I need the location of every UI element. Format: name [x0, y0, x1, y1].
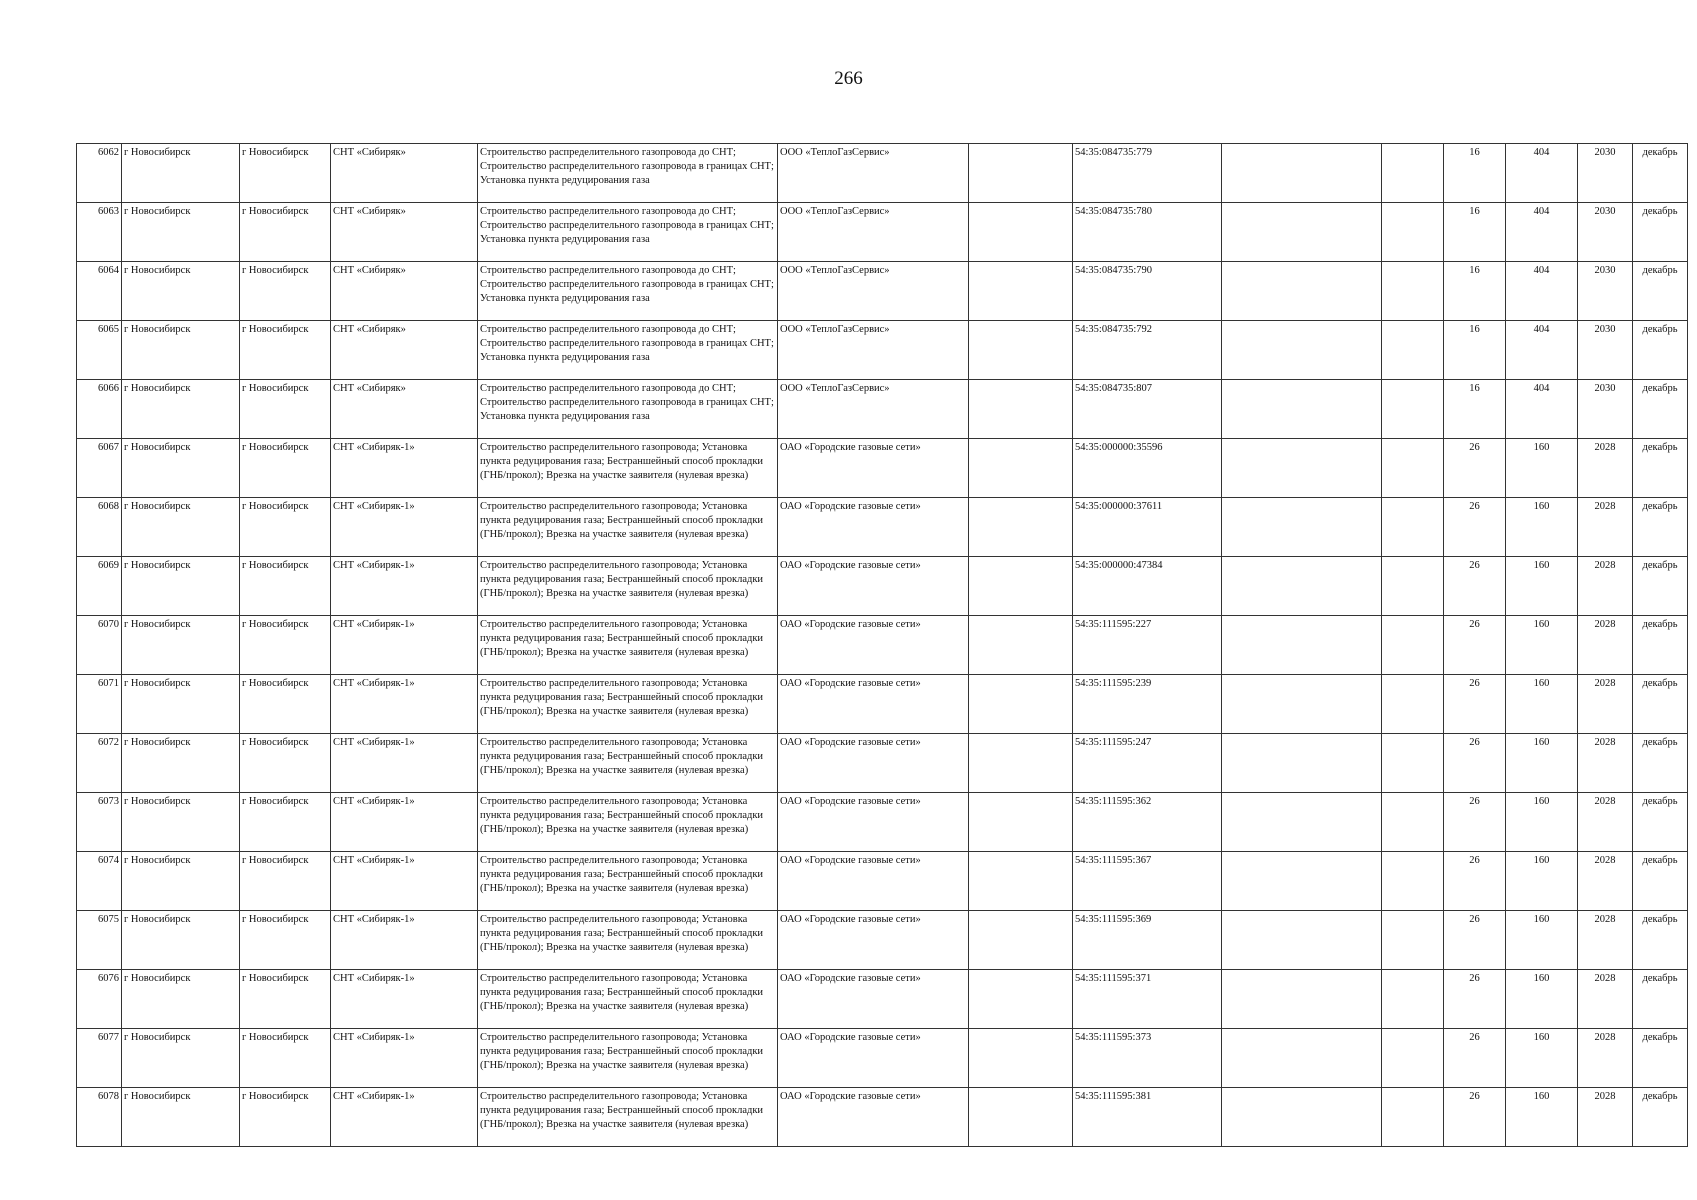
- row-number-cell: 6078: [77, 1088, 122, 1147]
- row-number-cell: 6077: [77, 1029, 122, 1088]
- page-number: 266: [834, 68, 863, 89]
- year-value-cell: 2028: [1578, 498, 1633, 557]
- month-value-cell: декабрь: [1633, 911, 1688, 970]
- empty-col-cell: [969, 675, 1073, 734]
- row-number-cell: 6070: [77, 616, 122, 675]
- work-description-cell: Строительство распределительного газопровода; Установка пункта редуцирования газа; Бестраншейный способ прокладки (ГНБ/прокол); Врезка на участке заявителя (нулевая врезка): [478, 557, 778, 616]
- table-row: [77, 793, 1688, 852]
- work-description-cell: Строительство распределительного газопровода; Установка пункта редуцирования газа; Бестраншейный способ прокладки (ГНБ/прокол); Врезка на участке заявителя (нулевая врезка): [478, 675, 778, 734]
- cadastral-number-cell: 54:35:111595:373: [1073, 1029, 1222, 1088]
- diameter-value-cell: 160: [1506, 734, 1578, 793]
- municipality-cell: г Новосибирск: [122, 321, 240, 380]
- diameter-value-cell: 160: [1506, 616, 1578, 675]
- empty-col-cell: [1222, 321, 1382, 380]
- empty-col-cell: [1382, 262, 1444, 321]
- settlement-cell: г Новосибирск: [240, 911, 331, 970]
- work-description-cell: Строительство распределительного газопровода; Установка пункта редуцирования газа; Бестраншейный способ прокладки (ГНБ/прокол); Врезка на участке заявителя (нулевая врезка): [478, 616, 778, 675]
- settlement-cell: г Новосибирск: [240, 1088, 331, 1147]
- month-value-cell: декабрь: [1633, 144, 1688, 203]
- table-row: [77, 911, 1688, 970]
- empty-col-cell: [1382, 557, 1444, 616]
- empty-col-cell: [1222, 262, 1382, 321]
- row-number-cell: 6069: [77, 557, 122, 616]
- snt-name-cell: СНТ «Сибиряк-1»: [331, 734, 478, 793]
- month-value-cell: декабрь: [1633, 498, 1688, 557]
- pressure-value-cell: 16: [1444, 321, 1506, 380]
- empty-col-cell: [1222, 1029, 1382, 1088]
- snt-name-cell: СНТ «Сибиряк-1»: [331, 911, 478, 970]
- municipality-cell: г Новосибирск: [122, 793, 240, 852]
- empty-col-cell: [969, 380, 1073, 439]
- work-description-cell: Строительство распределительного газопровода; Установка пункта редуцирования газа; Бестраншейный способ прокладки (ГНБ/прокол); Врезка на участке заявителя (нулевая врезка): [478, 793, 778, 852]
- work-description-cell: Строительство распределительного газопровода до СНТ; Строительство распределительного газопровода в границах СНТ; Установка пункта редуцирования газа: [478, 144, 778, 203]
- settlement-cell: г Новосибирск: [240, 1029, 331, 1088]
- empty-col-cell: [1222, 852, 1382, 911]
- empty-col-cell: [1382, 734, 1444, 793]
- pressure-value-cell: 16: [1444, 203, 1506, 262]
- settlement-cell: г Новосибирск: [240, 557, 331, 616]
- diameter-value-cell: 160: [1506, 970, 1578, 1029]
- pressure-value-cell: 26: [1444, 852, 1506, 911]
- row-number-cell: 6073: [77, 793, 122, 852]
- snt-name-cell: СНТ «Сибиряк-1»: [331, 498, 478, 557]
- year-value-cell: 2030: [1578, 262, 1633, 321]
- diameter-value-cell: 160: [1506, 793, 1578, 852]
- empty-col-cell: [1382, 1088, 1444, 1147]
- empty-col-cell: [969, 793, 1073, 852]
- municipality-cell: г Новосибирск: [122, 262, 240, 321]
- month-value-cell: декабрь: [1633, 1029, 1688, 1088]
- month-value-cell: декабрь: [1633, 675, 1688, 734]
- work-description-cell: Строительство распределительного газопровода; Установка пункта редуцирования газа; Бестраншейный способ прокладки (ГНБ/прокол); Врезка на участке заявителя (нулевая врезка): [478, 439, 778, 498]
- settlement-cell: г Новосибирск: [240, 675, 331, 734]
- row-number-cell: 6063: [77, 203, 122, 262]
- empty-col-cell: [969, 1088, 1073, 1147]
- row-number-cell: 6066: [77, 380, 122, 439]
- year-value-cell: 2028: [1578, 1088, 1633, 1147]
- gas-organization-cell: ООО «ТеплоГазСервис»: [778, 144, 969, 203]
- empty-col-cell: [1222, 1088, 1382, 1147]
- snt-name-cell: СНТ «Сибиряк-1»: [331, 1029, 478, 1088]
- diameter-value-cell: 160: [1506, 911, 1578, 970]
- empty-col-cell: [1382, 439, 1444, 498]
- cadastral-number-cell: 54:35:084735:807: [1073, 380, 1222, 439]
- month-value-cell: декабрь: [1633, 793, 1688, 852]
- empty-col-cell: [969, 970, 1073, 1029]
- row-number-cell: 6071: [77, 675, 122, 734]
- work-description-cell: Строительство распределительного газопровода; Установка пункта редуцирования газа; Бестраншейный способ прокладки (ГНБ/прокол); Врезка на участке заявителя (нулевая врезка): [478, 734, 778, 793]
- row-number-cell: 6064: [77, 262, 122, 321]
- table-row: [77, 321, 1688, 380]
- municipality-cell: г Новосибирск: [122, 144, 240, 203]
- empty-col-cell: [1222, 498, 1382, 557]
- pressure-value-cell: 26: [1444, 675, 1506, 734]
- snt-name-cell: СНТ «Сибиряк»: [331, 144, 478, 203]
- snt-name-cell: СНТ «Сибиряк»: [331, 203, 478, 262]
- gas-organization-cell: ОАО «Городские газовые сети»: [778, 557, 969, 616]
- snt-name-cell: СНТ «Сибиряк»: [331, 380, 478, 439]
- table-row: [77, 380, 1688, 439]
- cadastral-number-cell: 54:35:084735:792: [1073, 321, 1222, 380]
- empty-col-cell: [1382, 911, 1444, 970]
- cadastral-number-cell: 54:35:111595:371: [1073, 970, 1222, 1029]
- municipality-cell: г Новосибирск: [122, 675, 240, 734]
- empty-col-cell: [1382, 203, 1444, 262]
- settlement-cell: г Новосибирск: [240, 734, 331, 793]
- diameter-value-cell: 160: [1506, 498, 1578, 557]
- municipality-cell: г Новосибирск: [122, 1088, 240, 1147]
- diameter-value-cell: 160: [1506, 1088, 1578, 1147]
- gas-organization-cell: ООО «ТеплоГазСервис»: [778, 321, 969, 380]
- month-value-cell: декабрь: [1633, 734, 1688, 793]
- cadastral-number-cell: 54:35:111595:247: [1073, 734, 1222, 793]
- gas-organization-cell: ОАО «Городские газовые сети»: [778, 793, 969, 852]
- municipality-cell: г Новосибирск: [122, 616, 240, 675]
- row-number-cell: 6068: [77, 498, 122, 557]
- municipality-cell: г Новосибирск: [122, 203, 240, 262]
- municipality-cell: г Новосибирск: [122, 852, 240, 911]
- gas-organization-cell: ООО «ТеплоГазСервис»: [778, 262, 969, 321]
- snt-name-cell: СНТ «Сибиряк»: [331, 321, 478, 380]
- work-description-cell: Строительство распределительного газопровода до СНТ; Строительство распределительного газопровода в границах СНТ; Установка пункта редуцирования газа: [478, 321, 778, 380]
- pressure-value-cell: 26: [1444, 793, 1506, 852]
- gas-organization-cell: ОАО «Городские газовые сети»: [778, 498, 969, 557]
- table-row: [77, 262, 1688, 321]
- municipality-cell: г Новосибирск: [122, 1029, 240, 1088]
- settlement-cell: г Новосибирск: [240, 380, 331, 439]
- empty-col-cell: [1382, 970, 1444, 1029]
- settlement-cell: г Новосибирск: [240, 793, 331, 852]
- year-value-cell: 2028: [1578, 911, 1633, 970]
- municipality-cell: г Новосибирск: [122, 498, 240, 557]
- settlement-cell: г Новосибирск: [240, 970, 331, 1029]
- row-number-cell: 6076: [77, 970, 122, 1029]
- empty-col-cell: [1222, 616, 1382, 675]
- settlement-cell: г Новосибирск: [240, 262, 331, 321]
- pressure-value-cell: 26: [1444, 557, 1506, 616]
- diameter-value-cell: 160: [1506, 675, 1578, 734]
- month-value-cell: декабрь: [1633, 439, 1688, 498]
- work-description-cell: Строительство распределительного газопровода; Установка пункта редуцирования газа; Бестраншейный способ прокладки (ГНБ/прокол); Врезка на участке заявителя (нулевая врезка): [478, 970, 778, 1029]
- cadastral-number-cell: 54:35:084735:780: [1073, 203, 1222, 262]
- cadastral-number-cell: 54:35:111595:362: [1073, 793, 1222, 852]
- year-value-cell: 2028: [1578, 793, 1633, 852]
- table-row: [77, 616, 1688, 675]
- snt-name-cell: СНТ «Сибиряк-1»: [331, 970, 478, 1029]
- table-row: [77, 852, 1688, 911]
- snt-name-cell: СНТ «Сибиряк»: [331, 262, 478, 321]
- year-value-cell: 2028: [1578, 557, 1633, 616]
- cadastral-number-cell: 54:35:111595:367: [1073, 852, 1222, 911]
- settlement-cell: г Новосибирск: [240, 144, 331, 203]
- gas-organization-cell: ОАО «Городские газовые сети»: [778, 439, 969, 498]
- empty-col-cell: [1382, 498, 1444, 557]
- pressure-value-cell: 26: [1444, 498, 1506, 557]
- empty-col-cell: [1382, 380, 1444, 439]
- month-value-cell: декабрь: [1633, 1088, 1688, 1147]
- empty-col-cell: [969, 557, 1073, 616]
- work-description-cell: Строительство распределительного газопровода до СНТ; Строительство распределительного газопровода в границах СНТ; Установка пункта редуцирования газа: [478, 203, 778, 262]
- row-number-cell: 6074: [77, 852, 122, 911]
- year-value-cell: 2030: [1578, 144, 1633, 203]
- empty-col-cell: [969, 1029, 1073, 1088]
- municipality-cell: г Новосибирск: [122, 970, 240, 1029]
- work-description-cell: Строительство распределительного газопровода до СНТ; Строительство распределительного газопровода в границах СНТ; Установка пункта редуцирования газа: [478, 262, 778, 321]
- snt-name-cell: СНТ «Сибиряк-1»: [331, 793, 478, 852]
- settlement-cell: г Новосибирск: [240, 852, 331, 911]
- empty-col-cell: [969, 203, 1073, 262]
- snt-name-cell: СНТ «Сибиряк-1»: [331, 852, 478, 911]
- diameter-value-cell: 404: [1506, 321, 1578, 380]
- year-value-cell: 2028: [1578, 1029, 1633, 1088]
- pressure-value-cell: 26: [1444, 734, 1506, 793]
- empty-col-cell: [969, 262, 1073, 321]
- pressure-value-cell: 26: [1444, 439, 1506, 498]
- table-row: [77, 970, 1688, 1029]
- gas-organization-cell: ООО «ТеплоГазСервис»: [778, 380, 969, 439]
- pressure-value-cell: 26: [1444, 970, 1506, 1029]
- empty-col-cell: [1382, 1029, 1444, 1088]
- snt-name-cell: СНТ «Сибиряк-1»: [331, 439, 478, 498]
- municipality-cell: г Новосибирск: [122, 439, 240, 498]
- empty-col-cell: [1382, 144, 1444, 203]
- empty-col-cell: [1382, 675, 1444, 734]
- gas-organization-cell: ОАО «Городские газовые сети»: [778, 852, 969, 911]
- municipality-cell: г Новосибирск: [122, 911, 240, 970]
- table-row: [77, 203, 1688, 262]
- empty-col-cell: [1382, 852, 1444, 911]
- table-row: [77, 557, 1688, 616]
- empty-col-cell: [969, 616, 1073, 675]
- diameter-value-cell: 404: [1506, 144, 1578, 203]
- work-description-cell: Строительство распределительного газопровода; Установка пункта редуцирования газа; Бестраншейный способ прокладки (ГНБ/прокол); Врезка на участке заявителя (нулевая врезка): [478, 852, 778, 911]
- table-row: [77, 734, 1688, 793]
- cadastral-number-cell: 54:35:084735:779: [1073, 144, 1222, 203]
- cadastral-number-cell: 54:35:000000:37611: [1073, 498, 1222, 557]
- cadastral-number-cell: 54:35:084735:790: [1073, 262, 1222, 321]
- gas-organization-cell: ОАО «Городские газовые сети»: [778, 911, 969, 970]
- work-description-cell: Строительство распределительного газопровода; Установка пункта редуцирования газа; Бестраншейный способ прокладки (ГНБ/прокол); Врезка на участке заявителя (нулевая врезка): [478, 1088, 778, 1147]
- diameter-value-cell: 404: [1506, 203, 1578, 262]
- diameter-value-cell: 404: [1506, 380, 1578, 439]
- empty-col-cell: [969, 852, 1073, 911]
- month-value-cell: декабрь: [1633, 852, 1688, 911]
- work-description-cell: Строительство распределительного газопровода до СНТ; Строительство распределительного газопровода в границах СНТ; Установка пункта редуцирования газа: [478, 380, 778, 439]
- table-row: [77, 498, 1688, 557]
- pressure-value-cell: 16: [1444, 262, 1506, 321]
- table-row: [77, 144, 1688, 203]
- empty-col-cell: [1222, 380, 1382, 439]
- month-value-cell: декабрь: [1633, 616, 1688, 675]
- empty-col-cell: [969, 498, 1073, 557]
- empty-col-cell: [1382, 616, 1444, 675]
- settlement-cell: г Новосибирск: [240, 498, 331, 557]
- empty-col-cell: [1382, 321, 1444, 380]
- diameter-value-cell: 160: [1506, 1029, 1578, 1088]
- empty-col-cell: [969, 911, 1073, 970]
- row-number-cell: 6067: [77, 439, 122, 498]
- cadastral-number-cell: 54:35:111595:369: [1073, 911, 1222, 970]
- snt-name-cell: СНТ «Сибиряк-1»: [331, 675, 478, 734]
- empty-col-cell: [969, 321, 1073, 380]
- year-value-cell: 2030: [1578, 321, 1633, 380]
- work-description-cell: Строительство распределительного газопровода; Установка пункта редуцирования газа; Бестраншейный способ прокладки (ГНБ/прокол); Врезка на участке заявителя (нулевая врезка): [478, 498, 778, 557]
- month-value-cell: декабрь: [1633, 203, 1688, 262]
- empty-col-cell: [1222, 439, 1382, 498]
- year-value-cell: 2028: [1578, 852, 1633, 911]
- row-number-cell: 6065: [77, 321, 122, 380]
- gas-organization-cell: ОАО «Городские газовые сети»: [778, 1088, 969, 1147]
- month-value-cell: декабрь: [1633, 262, 1688, 321]
- empty-col-cell: [1222, 144, 1382, 203]
- empty-col-cell: [1222, 203, 1382, 262]
- diameter-value-cell: 160: [1506, 852, 1578, 911]
- gas-organization-cell: ОАО «Городские газовые сети»: [778, 970, 969, 1029]
- cadastral-number-cell: 54:35:111595:227: [1073, 616, 1222, 675]
- year-value-cell: 2030: [1578, 203, 1633, 262]
- snt-name-cell: СНТ «Сибиряк-1»: [331, 557, 478, 616]
- pressure-value-cell: 16: [1444, 380, 1506, 439]
- gas-organization-cell: ОАО «Городские газовые сети»: [778, 1029, 969, 1088]
- settlement-cell: г Новосибирск: [240, 616, 331, 675]
- empty-col-cell: [1222, 734, 1382, 793]
- table-row: [77, 1088, 1688, 1147]
- year-value-cell: 2028: [1578, 616, 1633, 675]
- table-row: [77, 439, 1688, 498]
- row-number-cell: 6072: [77, 734, 122, 793]
- table-row: [77, 675, 1688, 734]
- year-value-cell: 2028: [1578, 734, 1633, 793]
- pressure-value-cell: 26: [1444, 911, 1506, 970]
- year-value-cell: 2028: [1578, 675, 1633, 734]
- cadastral-number-cell: 54:35:111595:239: [1073, 675, 1222, 734]
- municipality-cell: г Новосибирск: [122, 380, 240, 439]
- empty-col-cell: [969, 439, 1073, 498]
- row-number-cell: 6062: [77, 144, 122, 203]
- municipality-cell: г Новосибирск: [122, 557, 240, 616]
- year-value-cell: 2028: [1578, 439, 1633, 498]
- gas-organization-cell: ОАО «Городские газовые сети»: [778, 616, 969, 675]
- empty-col-cell: [1222, 675, 1382, 734]
- cadastral-number-cell: 54:35:000000:35596: [1073, 439, 1222, 498]
- pressure-value-cell: 26: [1444, 616, 1506, 675]
- settlement-cell: г Новосибирск: [240, 439, 331, 498]
- year-value-cell: 2028: [1578, 970, 1633, 1029]
- work-description-cell: Строительство распределительного газопровода; Установка пункта редуцирования газа; Бестраншейный способ прокладки (ГНБ/прокол); Врезка на участке заявителя (нулевая врезка): [478, 911, 778, 970]
- empty-col-cell: [1222, 970, 1382, 1029]
- month-value-cell: декабрь: [1633, 380, 1688, 439]
- empty-col-cell: [969, 144, 1073, 203]
- cadastral-number-cell: 54:35:000000:47384: [1073, 557, 1222, 616]
- municipality-cell: г Новосибирск: [122, 734, 240, 793]
- snt-name-cell: СНТ «Сибиряк-1»: [331, 616, 478, 675]
- diameter-value-cell: 404: [1506, 262, 1578, 321]
- gas-organization-cell: ОАО «Городские газовые сети»: [778, 675, 969, 734]
- gas-organization-cell: ООО «ТеплоГазСервис»: [778, 203, 969, 262]
- gasification-table: [76, 143, 1688, 1147]
- pressure-value-cell: 26: [1444, 1029, 1506, 1088]
- pressure-value-cell: 26: [1444, 1088, 1506, 1147]
- diameter-value-cell: 160: [1506, 439, 1578, 498]
- table-body: [77, 144, 1688, 1147]
- snt-name-cell: СНТ «Сибиряк-1»: [331, 1088, 478, 1147]
- work-description-cell: Строительство распределительного газопровода; Установка пункта редуцирования газа; Бестраншейный способ прокладки (ГНБ/прокол); Врезка на участке заявителя (нулевая врезка): [478, 1029, 778, 1088]
- month-value-cell: декабрь: [1633, 970, 1688, 1029]
- diameter-value-cell: 160: [1506, 557, 1578, 616]
- row-number-cell: 6075: [77, 911, 122, 970]
- empty-col-cell: [1222, 793, 1382, 852]
- gas-organization-cell: ОАО «Городские газовые сети»: [778, 734, 969, 793]
- empty-col-cell: [1382, 793, 1444, 852]
- month-value-cell: декабрь: [1633, 321, 1688, 380]
- pressure-value-cell: 16: [1444, 144, 1506, 203]
- settlement-cell: г Новосибирск: [240, 321, 331, 380]
- cadastral-number-cell: 54:35:111595:381: [1073, 1088, 1222, 1147]
- empty-col-cell: [1222, 911, 1382, 970]
- table-row: [77, 1029, 1688, 1088]
- empty-col-cell: [969, 734, 1073, 793]
- empty-col-cell: [1222, 557, 1382, 616]
- year-value-cell: 2030: [1578, 380, 1633, 439]
- settlement-cell: г Новосибирск: [240, 203, 331, 262]
- month-value-cell: декабрь: [1633, 557, 1688, 616]
